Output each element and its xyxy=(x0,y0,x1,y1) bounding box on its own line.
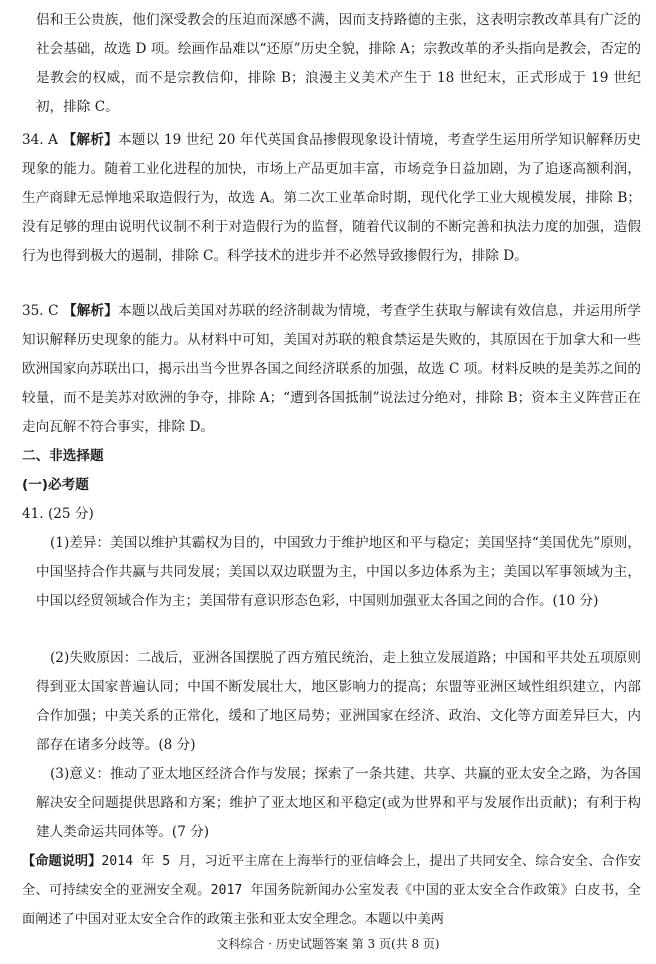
answer-41-part2: (2)失败原因：二战后，亚洲各国摆脱了西方殖民统治，走上独立发展道路；中国和平共处五项原则得到亚太国家普遍认同；中国不断发展壮大，地区影响力的提高；东盟等亚洲区域性组织建立，内部合作加强；中美关系的正常化，缓和了地区局势；亚洲国家在经济、政治、文化等方面差异巨大，内部存在诸多分歧等。(8 分) xyxy=(36,650,641,753)
answer-34-tag: 【解析】 xyxy=(62,132,118,148)
design-note xyxy=(22,847,641,934)
page-footer: 文科综合 · 历史试题答案 第 3 页(共 8 页) xyxy=(216,937,440,951)
answer-41-part3: (3)意义：推动了亚太地区经济合作与发展；探索了一条共建、共享、共赢的亚太安全之路，为各国解决安全问题提供思路和方案；维护了亚太地区和平稳定(或为世界和平与发展作出贡献)；有利于构建人类命运共同体等。(7 分) xyxy=(36,766,641,840)
answer-34 xyxy=(22,126,641,271)
design-note-tag: 【命题说明】 xyxy=(22,854,102,869)
answer-35-text: 本题以战后美国对苏联的经济制裁为情境，考查学生获取与解读有效信息，并运用所学知识解释历史现象的能力。从材料中可知，美国对苏联的粮食禁运是失败的，其原因在于加拿大和一些欧洲国家向苏联出口，揭示出当今世界各国之间经济联系的加强，故选 C 项。材料反映的是美苏之间的较量，而不是美苏对欧洲的争夺，排除 A；“遭到各国抵制”说法过分绝对，排除 B；资本主义阵营正在走向瓦解不符合事实，排除 D。 xyxy=(22,303,641,435)
answer-41-part1: (1)差异：美国以维护其霸权为目的，中国致力于维护地区和平与稳定；美国坚持“美国优先”原则，中国坚持合作共赢与共同发展；美国以双边联盟为主，中国以多边体系为主；美国以军事领域为主，中国以经贸领域合作为主；美国带有意识形态色彩，中国则加强亚太各国之间的合作。(10 分) xyxy=(36,535,641,609)
section-heading-required: (一)必考题 xyxy=(22,477,89,493)
answer-34-text: 本题以 19 世纪 20 年代英国食品掺假现象设计情境，考查学生运用所学知识解释历史现象的能力。随着工业化进程的加快，市场上产品更加丰富，市场竞争日益加剧，为了追逐高额利润，生产商肆无忌惮地采取造假行为，故选 A。第二次工业革命时期，现代化学工业大规模发展，排除 B；没有足够的理由说明代议制不利于对造假行为的监督，随着代议制的不断完善和执法力度的加强，造假行为也得到极大的遏制，排除 C。科学技术的进步并不必然导致掺假行为，排除 D。 xyxy=(22,132,641,264)
answer-35-label: 35. C xyxy=(22,303,59,319)
answer-34-label: 34. A xyxy=(22,132,58,148)
design-note-text: 2014 年 5 月，习近平主席在上海举行的亚信峰会上，提出了共同安全、综合安全、合作安全、可持续安全的亚洲安全观。2017 年国务院新闻办公室发表《中国的亚太安全合作政策》白皮书，全面阐述了中国对亚太安全合作的政策主张和亚太安全理念。本题以中美两 xyxy=(22,854,642,927)
answer-35-tag: 【解析】 xyxy=(63,303,119,319)
section-heading-nonchoice: 二、非选择题 xyxy=(22,448,104,464)
paragraph-continued: 侣和王公贵族，他们深受教会的压迫而深感不满，因而支持路德的主张，这表明宗教改革具有广泛的社会基础，故选 D 项。绘画作品难以“还原”历史全貌，排除 A；宗教改革的矛头指向是教会，否定的是教会的权威，而不是宗教信仰，排除 B；浪漫主义美术产生于 18 世纪末，正式形成于 19 世纪初，排除 C。 xyxy=(36,12,641,115)
answer-41-label: 41. (25 分) xyxy=(22,506,94,522)
answer-35 xyxy=(22,297,641,442)
